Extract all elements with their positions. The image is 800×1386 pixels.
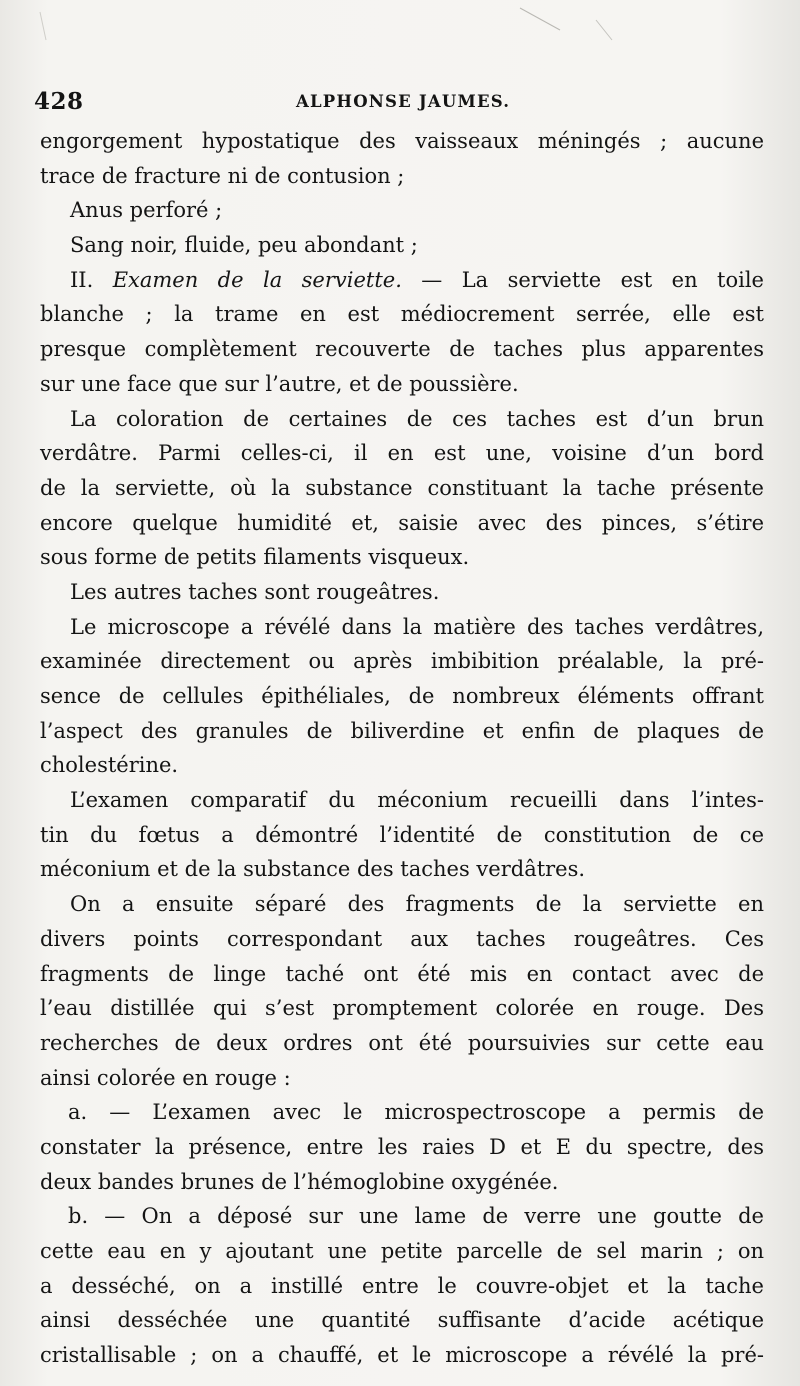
section-number: II. (70, 267, 113, 292)
text-line: a desséché, on a instillé entre le couvre-objet et la tache (40, 1273, 764, 1298)
text-line: On a ensuite séparé des fragments de la serviette en (70, 892, 764, 917)
text-line: deux bandes brunes de l’hémoglobine oxygénée. (40, 1169, 559, 1194)
text-line: encore quelque humidité et, saisie avec des pinces, s’étire (40, 510, 764, 535)
text-line: fragments de linge taché ont été mis en contact avec de (40, 961, 764, 986)
text-line: constater la présence, entre les raies D et E du spectre, des (40, 1134, 764, 1159)
text-line: La coloration de certaines de ces taches est d’un brun (70, 406, 764, 431)
text-line: divers points correspondant aux taches rougeâtres. Ces (40, 926, 764, 951)
text-line: cholestérine. (40, 753, 179, 778)
text-line: L’examen comparatif du méconium recueilli dans l’intes- (70, 788, 764, 813)
text-line: verdâtre. Parmi celles-ci, il en est une, voisine d’un bord (40, 441, 764, 466)
text-line: Sang noir, fluide, peu abondant ; (70, 233, 418, 258)
page-header (34, 88, 764, 118)
text-line: tin du fœtus a démontré l’identité de constitution de ce (40, 822, 764, 847)
page-number: 428 (34, 88, 84, 115)
text-line: engorgement hypostatique des vaisseaux méningés ; aucune (40, 129, 764, 153)
text-line: ainsi colorée en rouge : (40, 1065, 291, 1090)
text-line: presque complètement recouverte de taches plus apparentes (40, 337, 764, 362)
text-line: examinée directement ou après imbibition préalable, la pré- (40, 649, 764, 674)
text-line: ainsi desséchée une quantité suffisante d’acide acétique (40, 1308, 764, 1333)
text-line: cristallisable ; on a chauffé, et le microscope a révélé la pré- (40, 1343, 764, 1368)
text-fragment: — La serviette est en toile (401, 267, 764, 292)
text-line: l’aspect des granules de biliverdine et enfin de plaques de (40, 718, 764, 743)
running-title: ALPHONSE JAUMES. (296, 92, 511, 111)
page-top-blemish (0, 0, 800, 60)
text-line: Les autres taches sont rougeâtres. (70, 579, 440, 604)
text-line: Le microscope a révélé dans la matière des taches verdâtres, (70, 614, 764, 639)
text-line: b. — On a déposé sur une lame de verre une goutte de (68, 1204, 764, 1229)
text-line: cette eau en y ajoutant une petite parcelle de sel marin ; on (40, 1239, 764, 1263)
text-line: sous forme de petits filaments visqueux. (40, 545, 470, 570)
text-line: l’eau distillée qui s’est promptement colorée en rouge. Des (40, 996, 764, 1021)
text-line: sence de cellules épithéliales, de nombreux éléments offrant (40, 684, 764, 708)
text-line: de la serviette, où la substance constituant la tache présente (40, 475, 764, 500)
text-line: trace de fracture ni de contusion ; (40, 163, 405, 188)
section-heading-line (40, 263, 764, 298)
text-line: sur une face que sur l’autre, et de poussière. (40, 371, 519, 396)
body-text (40, 124, 764, 1373)
text-line: méconium et de la substance des taches verdâtres. (40, 857, 586, 882)
text-line: blanche ; la trame en est médiocrement serrée, elle est (40, 302, 764, 327)
text-line: Anus perforé ; (70, 198, 223, 223)
text-line: recherches de deux ordres ont été poursuivies sur cette eau (40, 1030, 764, 1055)
text-line: a. — L’examen avec le microspectroscope a permis de (68, 1100, 764, 1125)
section-title: Examen de la serviette. (112, 267, 402, 292)
